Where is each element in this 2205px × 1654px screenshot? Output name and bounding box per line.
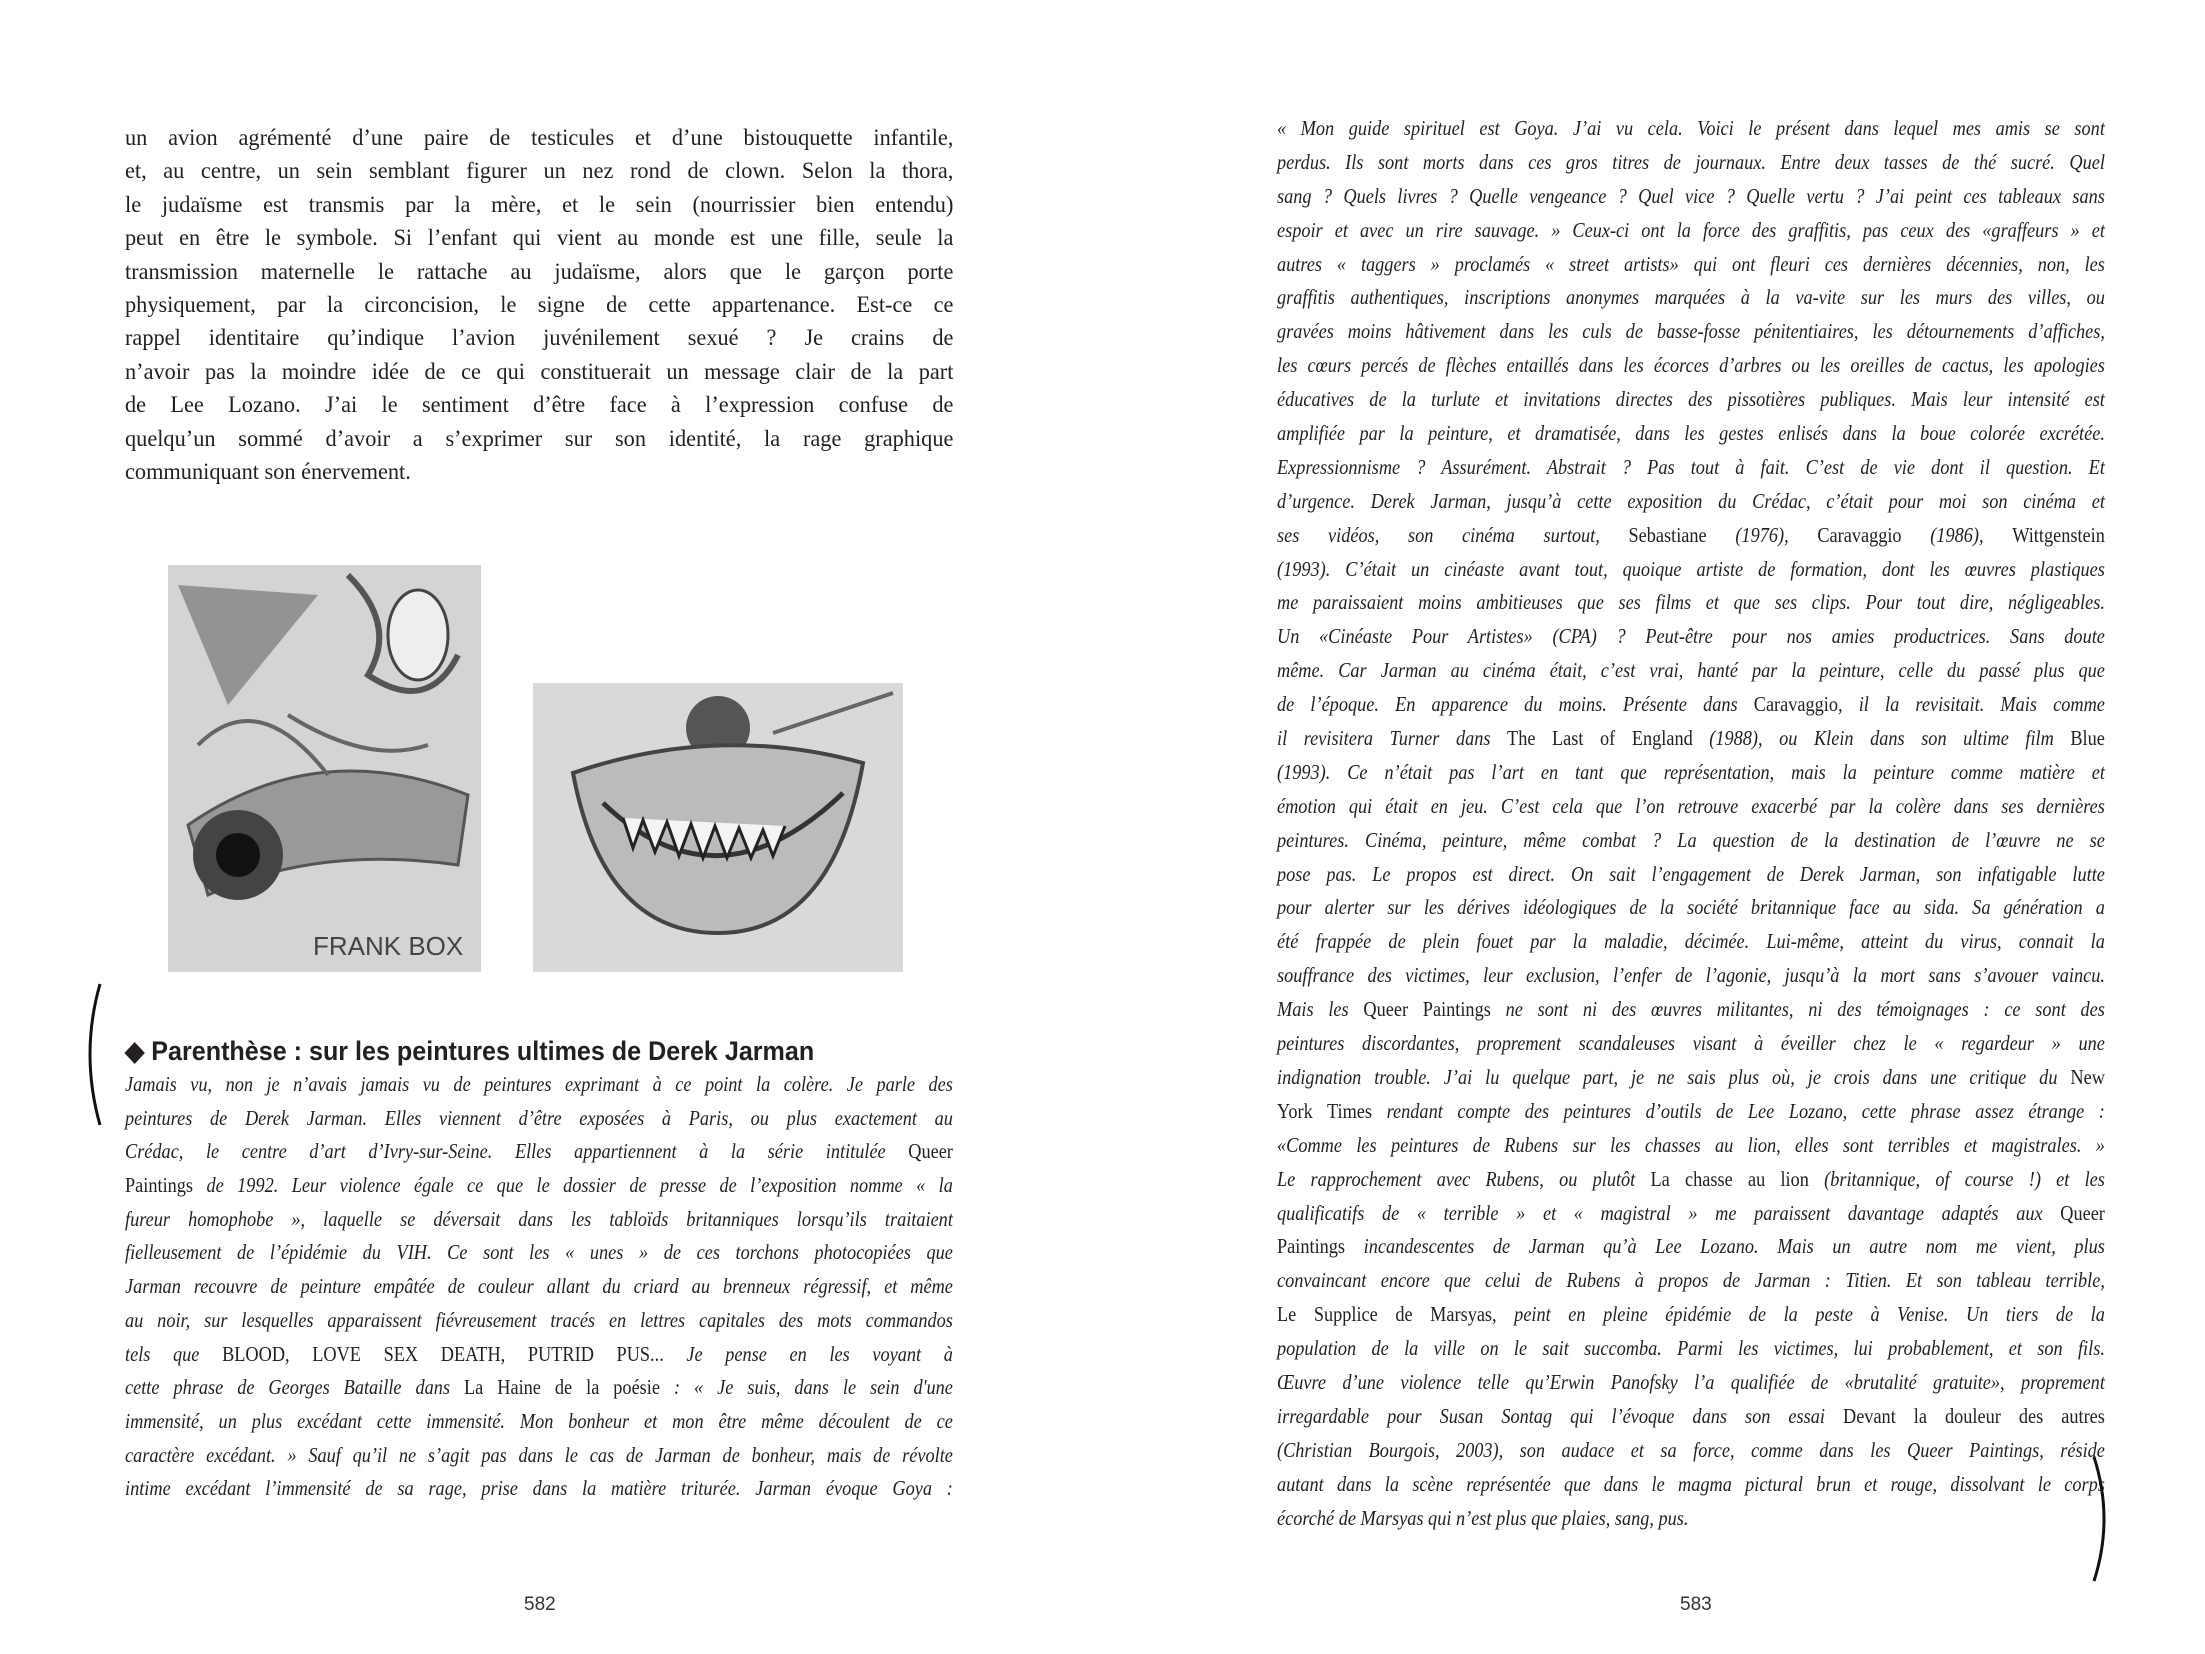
italic-span: Le rapprochement avec Rubens, ou plutôt: [1277, 1166, 1651, 1191]
drawing-grinning-mouth: [533, 683, 903, 972]
text-line: un avion agrémenté d’une paire de testicules et d’une bistouquette infantile,: [125, 125, 954, 151]
italic-span: caractère excédant. » Sauf qu’il ne s’agit pas dans le cas de Jarman de bonheur, mais de révolte: [125, 1442, 953, 1467]
roman-title-span: BLOOD, LOVE SEX DEATH, PUTRID PUS...: [222, 1341, 687, 1366]
italic-span: ne sont ni des œuvres militantes, ni des témoignages : ce sont des: [1505, 997, 2105, 1022]
italic-span: qualificatifs de « terrible » et « magistral » me paraissent davantage adaptés aux: [1277, 1200, 2061, 1225]
italic-span: d’urgence. Derek Jarman, jusqu’à cette exposition du Crédac, c’était pour moi son cinéma et: [1277, 488, 2105, 513]
text-line: [1277, 1264, 2105, 1298]
text-line: [125, 1236, 953, 1270]
italic-span: Jamais vu, non je n’avais jamais vu de peintures exprimant à ce point la colère. Je parle des: [125, 1072, 953, 1096]
italic-span: immensité, un plus excédant cette immensité. Mon bonheur et mon être même découlent de ce: [125, 1408, 953, 1433]
text-line: [125, 1405, 953, 1439]
text-line: [125, 1371, 953, 1405]
text-line: [1277, 925, 2105, 959]
italic-span: émotion qui était en jeu. C’est cela que l’on retrouve exacerbé par la colère dans ses dernières: [1277, 793, 2105, 818]
text-line: [1277, 586, 2105, 620]
text-line: de Lee Lozano. J’ai le sentiment d’être face à l’expression confuse de: [125, 392, 954, 419]
text-line: [125, 1439, 953, 1473]
italic-span: peint en pleine épidémie de la peste à Venise. Un tiers de la: [1514, 1302, 2105, 1327]
italic-span: Jarman recouvre de peinture empâtée de couleur allant du criard au brenneux régressif, et même: [125, 1274, 953, 1299]
text-line: [1277, 146, 2105, 180]
text-line: [1277, 858, 2105, 892]
italic-span: graffitis authentiques, inscriptions anonymes marquées à la va-vite sur les murs des villes, ou: [1277, 285, 2105, 310]
text-line: [1277, 1163, 2105, 1197]
italic-span: (1988), ou Klein dans son ultime film: [1709, 726, 2071, 751]
roman-title-span: Caravaggio: [1753, 692, 1838, 717]
text-line: [125, 1304, 953, 1338]
text-line: [1277, 315, 2105, 349]
italic-span: sang ? Quels livres ? Quelle vengeance ? Quel vice ? Quelle vertu ? J’ai peint ces tableaux sans: [1277, 183, 2105, 208]
text-line: [1277, 620, 2105, 654]
italic-span: peintures discordantes, proprement scandaleuses visant à éveiller chez le « regardeur » une: [1277, 1031, 2105, 1056]
text-line: [1277, 1061, 2105, 1095]
text-line: transmission maternelle le rattache au judaïsme, alors que le garçon porte: [125, 258, 954, 285]
left-intro-paragraph: [125, 122, 997, 489]
italic-span: indignation trouble. J’ai lu quelque part, je ne sais plus où, je crois dans une critique du: [1277, 1064, 2071, 1089]
italic-span: Crédac, le centre d’art d’Ivry-sur-Seine. Elles appartiennent à la série intitulée: [125, 1139, 909, 1164]
text-line: [125, 1135, 953, 1169]
right-page-paragraph: [1277, 112, 2205, 1535]
drawing-frank-box: [168, 565, 481, 972]
text-line: n’avoir pas la moindre idée de ce qui constituerait un message clair de la part: [125, 358, 954, 385]
roman-title-span: La chasse au lion: [1650, 1166, 1825, 1191]
italic-span: convaincant encore que celui de Rubens à propos de Jarman : Titien. Et son tableau terrible,: [1277, 1268, 2105, 1293]
italic-span: perdus. Ils sont morts dans ces gros titres de journaux. Entre deux tasses de thé sucré. Quel: [1277, 149, 2105, 174]
text-line: [1277, 248, 2105, 282]
italic-span: , il la revisitait. Mais comme: [1838, 692, 2105, 717]
italic-span: incandescentes de Jarman qu’à Lee Lozano. Mais un autre nom me vient, plus: [1363, 1234, 2105, 1259]
text-line: [1277, 688, 2105, 722]
roman-title-span: Queer: [2060, 1200, 2105, 1225]
text-line: [1277, 1129, 2105, 1163]
text-line: le judaïsme est transmis par la mère, et le sein (nourrissier bien entendu): [125, 191, 954, 218]
text-line: [1277, 417, 2105, 451]
text-line: [1277, 383, 2105, 417]
text-line: [125, 1102, 953, 1136]
italic-span: «Comme les peintures de Rubens sur les chasses au lion, elles sont terribles et magistrales. »: [1277, 1132, 2105, 1157]
text-line: [1277, 519, 2105, 553]
italic-span: (britannique, of course !) et les: [1824, 1166, 2105, 1191]
italic-span: les cœurs percés de flèches entaillés dans les écorces d’arbres ou les oreilles de cactus, les apologies: [1277, 353, 2105, 378]
roman-title-span: La Haine de la poésie: [464, 1375, 660, 1400]
text-line: [1277, 959, 2105, 993]
text-line: [1277, 993, 2105, 1027]
text-line: quelqu’un sommé d’avoir a s’exprimer sur son identité, la rage graphique: [125, 425, 954, 452]
roman-title-span: Queer Paintings: [1363, 997, 1506, 1022]
italic-span: amplifiée par la peinture, et dramatisée, dans les gestes enlisés dans la boue colorée excrétée.: [1277, 421, 2105, 446]
italic-span: éducatives de la turlute et invitations directes des pissotières publiques. Mais leur intensité est: [1277, 387, 2105, 412]
italic-span: souffrance des victimes, leur exclusion, l’enfer de l’agonie, jusqu’à la mort sans s’avouer vaincu.: [1277, 963, 2105, 988]
text-line: [1277, 1230, 2105, 1264]
text-line: [1277, 824, 2105, 858]
opening-parenthesis-mark: [78, 982, 102, 1127]
text-line: rappel identitaire qu’indique l’avion juvénilement sexué ? Je crains de: [125, 325, 954, 352]
italic-span: (1993). C’était un cinéaste avant tout, quoique artiste de formation, dont les œuvres plastiques: [1277, 556, 2105, 581]
text-line: [125, 1068, 953, 1102]
roman-title-span: Paintings: [1277, 1234, 1364, 1259]
italic-span: espoir et avec un rire sauvage. » Ceux-ci ont la force des graffitis, pas ceux des «graffeurs » et: [1277, 217, 2105, 242]
text-line: [1277, 1298, 2105, 1332]
italic-span: fielleusement de l’épidémie du VIH. Ce sont les « unes » de ces torchons photocopiées que: [125, 1240, 953, 1265]
roman-title-span: Caravaggio: [1817, 522, 1931, 547]
roman-title-span: Le Supplice de Marsyas,: [1277, 1302, 1515, 1327]
roman-title-span: Sebastiane: [1628, 522, 1736, 547]
italic-span: Mais les: [1277, 997, 1364, 1022]
text-line: [1277, 349, 2105, 383]
closing-parenthesis-mark: [2092, 1455, 2116, 1583]
roman-title-span: Devant la douleur des autres: [1842, 1403, 2105, 1428]
text-line: [1277, 891, 2105, 925]
text-line: [125, 1270, 953, 1304]
text-line: [1277, 1095, 2105, 1129]
roman-title-span: New: [2070, 1064, 2105, 1089]
text-line: [1277, 485, 2105, 519]
text-line: [1277, 1502, 2105, 1536]
italic-span: même. Car Jarman au cinéma était, c’est vrai, hanté par la peinture, celle du passé plus que: [1277, 658, 2105, 683]
text-line: [1277, 1027, 2105, 1061]
roman-title-span: Wittgenstein: [2012, 522, 2105, 547]
text-line: [125, 1472, 953, 1506]
roman-title-span: Queer: [908, 1139, 953, 1164]
text-line: [1277, 112, 2105, 146]
italic-span: été frappée de plein fouet par la maladie, décimée. Lui-même, atteint du virus, connait la: [1277, 929, 2105, 954]
italic-span: irregardable pour Susan Sontag qui l’évoque dans son essai: [1277, 1403, 1843, 1428]
roman-title-span: Paintings: [125, 1173, 207, 1198]
text-line: [125, 1338, 953, 1372]
roman-title-span: The Last of England: [1507, 726, 1710, 751]
text-line: peut en être le symbole. Si l’enfant qui vient au monde est une fille, seule la: [125, 225, 954, 252]
text-line: [1277, 1434, 2105, 1468]
text-line: [1277, 1332, 2105, 1366]
text-line: [1277, 654, 2105, 688]
text-line: [1277, 451, 2105, 485]
italic-span: peintures de Derek Jarman. Elles viennent d’être exposées à Paris, ou plus exactement au: [125, 1105, 953, 1130]
italic-span: de 1992. Leur violence égale ce que le dossier de presse de l’exposition nomme « la: [206, 1173, 953, 1198]
italic-span: de l’époque. En apparence du moins. Présente dans: [1277, 692, 1754, 717]
text-line: [1277, 1366, 2105, 1400]
italic-span: Expressionnisme ? Assurément. Abstrait ? Pas tout à fait. C’est de vie dont il question. Et: [1277, 454, 2105, 479]
text-line: [1277, 756, 2105, 790]
italic-span: (1986),: [1930, 522, 2013, 547]
italic-span: ses vidéos, son cinéma surtout,: [1277, 522, 1629, 547]
page-number-right: 583: [1680, 1594, 1712, 1615]
italic-span: : « Je suis, dans le sein d'une: [659, 1375, 953, 1400]
italic-span: rendant compte des peintures d’outils de Lee Lozano, cette phrase assez étrange :: [1386, 1098, 2105, 1123]
parenthese-paragraph: [125, 1068, 1099, 1506]
page-number-left: 582: [524, 1594, 556, 1615]
italic-span: au noir, sur lesquelles apparaissent fiévreusement tracés en lettres capitales des mots commandos: [125, 1307, 953, 1332]
italic-span: (1993). Ce n’était pas l’art en tant que représentation, mais la peinture comme matière et: [1277, 759, 2105, 784]
italic-span: « Mon guide spirituel est Goya. J’ai vu cela. Voici le présent dans lequel mes amis se sont: [1277, 116, 2105, 140]
text-line: et, au centre, un sein semblant figurer un nez rond de clown. Selon la thora,: [125, 158, 954, 185]
text-line: [1277, 281, 2105, 315]
text-line: [1277, 722, 2105, 756]
text-line: [1277, 790, 2105, 824]
italic-span: tels que: [125, 1341, 223, 1366]
italic-span: autant dans la scène représentée que dans le magma pictural brun et rouge, dissolvant le corps: [1277, 1471, 2105, 1496]
italic-span: pour alerter sur les dérives idéologiques de la société britannique face au sida. Sa génération a: [1277, 895, 2105, 920]
italic-span: Je pense en les voyant à: [686, 1341, 953, 1366]
section-heading: ◆ Parenthèse : sur les peintures ultimes de Derek Jarman: [125, 1036, 815, 1066]
italic-span: écorché de Marsyas qui n’est plus que plaies, sang, pus.: [1277, 1505, 1689, 1530]
italic-span: cette phrase de Georges Bataille dans: [125, 1375, 465, 1400]
text-line: communiquant son énervement.: [125, 458, 411, 485]
roman-title-span: York Times: [1277, 1098, 1387, 1123]
text-line: [125, 1203, 953, 1237]
text-line: [1277, 180, 2105, 214]
text-line: physiquement, par la circoncision, le signe de cette appartenance. Est-ce ce: [125, 291, 954, 318]
text-line: [125, 1169, 953, 1203]
italic-span: il revisitera Turner dans: [1277, 726, 1508, 751]
italic-span: Œuvre d’une violence telle qu’Erwin Panofsky l’a qualifiée de «brutalité gratuite», proprement: [1277, 1369, 2105, 1394]
text-line: [1277, 553, 2105, 587]
italic-span: gravées moins hâtivement dans les culs de basse-fosse pénitentiaires, les détournements d’affiches,: [1277, 319, 2105, 344]
italic-span: autres « taggers » proclamés « street artists» qui ont fleuri ces dernières décennies, non, les: [1277, 251, 2105, 276]
italic-span: (Christian Bourgois, 2003), son audace et sa force, comme dans les Queer Paintings, réside: [1277, 1437, 2105, 1462]
italic-span: me paraissaient moins ambitieuses que ses films et que ses clips. Pour tout dire, négligeables.: [1277, 590, 2105, 615]
italic-span: fureur homophobe », laquelle se déversait dans les tabloïds britanniques lorsqu’ils traitaient: [125, 1206, 953, 1231]
text-line: [1277, 1197, 2105, 1231]
italic-span: population de la ville on le sait succomba. Parmi les victimes, lui probablement, et son fils.: [1277, 1336, 2105, 1361]
italic-span: (1976),: [1735, 522, 1818, 547]
italic-span: pose pas. Le propos est direct. On sait l’engagement de Derek Jarman, son infatigable lutte: [1277, 861, 2105, 886]
roman-title-span: Blue: [2070, 726, 2105, 751]
italic-span: Un «Cinéaste Pour Artistes» (CPA) ? Peut-être pour nos amies productrices. Sans doute: [1277, 624, 2105, 649]
text-line: [1277, 1400, 2105, 1434]
italic-span: peintures. Cinéma, peinture, même combat ? La question de la destination de l’œuvre ne se: [1277, 827, 2105, 852]
frank-box-lettering: FRANK BOX: [313, 931, 464, 961]
italic-span: intime excédant l’immensité de sa rage, prise dans la matière triturée. Jarman évoque Goya :: [125, 1476, 953, 1501]
text-line: [1277, 1468, 2105, 1502]
text-line: [1277, 214, 2105, 248]
